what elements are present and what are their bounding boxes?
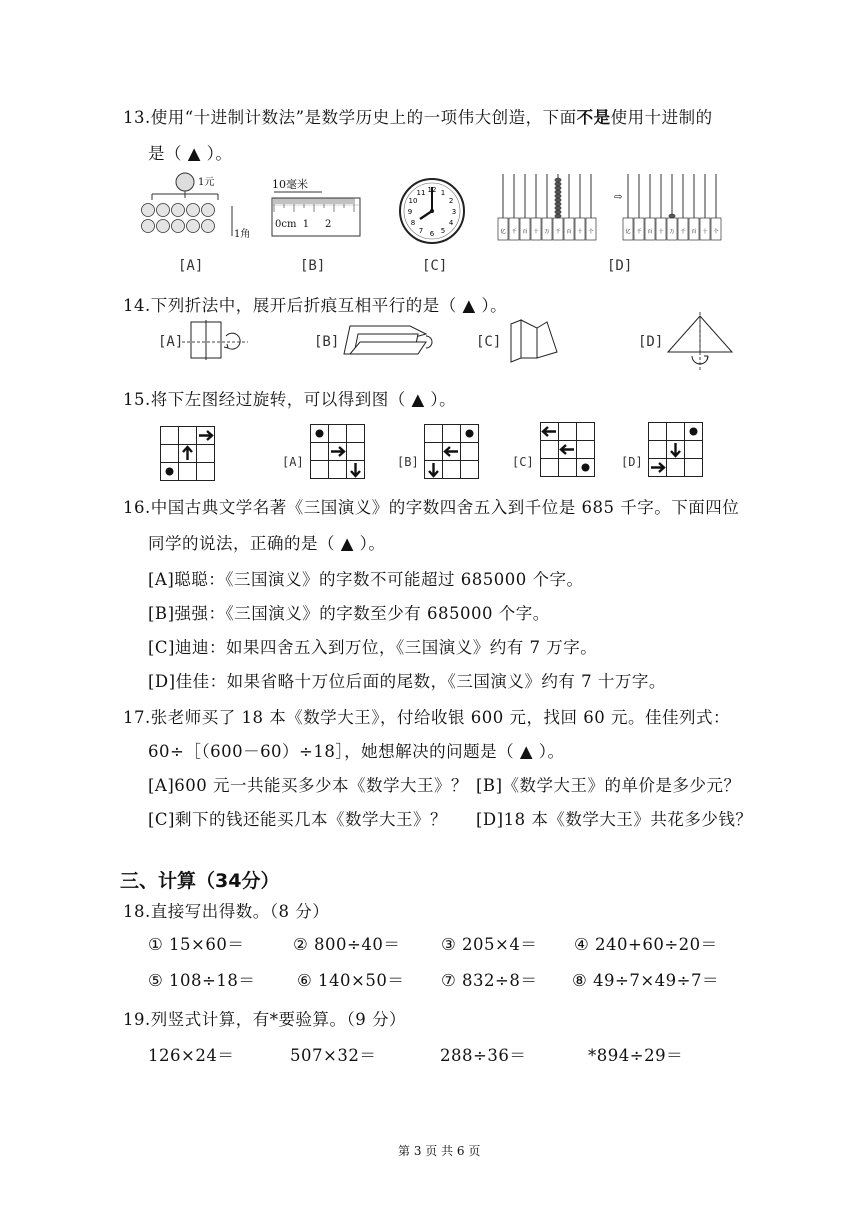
- q16-option-c[interactable]: [C]迪迪：如果四舍五入到万位，《三国演义》约有 7 万字。: [148, 638, 598, 657]
- q15-grid-b: [424, 424, 480, 480]
- q15-original-grid: [160, 426, 216, 482]
- coin-icon: [172, 204, 185, 217]
- q16-option-b[interactable]: [B]强强：《三国演义》的字数至少有 685000 个字。: [148, 604, 550, 623]
- q18-stem: 18.直接写出得数。（8 分）: [123, 902, 330, 921]
- section-3-title: 三、计算（34分）: [120, 870, 280, 892]
- svg-text:5: 5: [440, 227, 446, 236]
- q15-grid-d: [648, 422, 704, 478]
- svg-text:11: 11: [416, 188, 426, 197]
- svg-text:6: 6: [429, 230, 435, 238]
- svg-text:4: 4: [448, 219, 454, 227]
- svg-text:亿: 亿: [500, 229, 506, 235]
- q14-option-b[interactable]: [B]: [314, 334, 340, 350]
- svg-text:10: 10: [408, 197, 418, 205]
- q18-item-2: ② 800÷40＝: [293, 935, 401, 954]
- q14-option-c[interactable]: [C]: [476, 334, 502, 350]
- q13-option-b[interactable]: [B]: [300, 258, 326, 274]
- q17-stem-line1: 17.张老师买了 18 本《数学大王》，付给收银 600 元，找回 60 元。佳佳列式：: [123, 708, 730, 727]
- q16-stem-line2: 同学的说法，正确的是（ ▲ ）。: [148, 534, 386, 553]
- q16-option-a[interactable]: [A]聪聪：《三国演义》的字数不可能超过 685000 个字。: [148, 570, 584, 589]
- svg-text:万: 万: [669, 229, 675, 235]
- svg-text:千: 千: [636, 229, 642, 235]
- q15-option-a[interactable]: [A]: [282, 455, 304, 469]
- svg-text:十: 十: [702, 229, 708, 235]
- q19-item-1: 126×24＝: [148, 1046, 235, 1065]
- svg-text:1: 1: [440, 188, 446, 197]
- q13-figure-d-counting-rods: [498, 172, 746, 244]
- q15-stem: 15.将下左图经过旋转，可以得到图（ ▲ ）。: [123, 390, 457, 409]
- q13-text-a: 13.使用“十进制计数法”是数学历史上的一项伟大创造，下面: [123, 108, 577, 127]
- svg-text:十: 十: [658, 229, 664, 235]
- svg-text:7: 7: [418, 227, 424, 236]
- q13-emphasis: 不是: [576, 108, 611, 127]
- q18-item-7: ⑦ 832÷8＝: [441, 971, 538, 990]
- svg-text:⇨: ⇨: [614, 192, 623, 203]
- svg-text:十: 十: [533, 229, 539, 235]
- q13-option-c[interactable]: [C]: [422, 258, 448, 274]
- q17-option-a[interactable]: [A]600 元一共能买多少本《数学大王》？: [148, 776, 469, 795]
- coin-icon: [142, 204, 155, 217]
- coin-icon: [202, 220, 215, 233]
- svg-text:亿: 亿: [625, 229, 631, 235]
- svg-text:千: 千: [555, 229, 561, 235]
- q19-item-2: 507×32＝: [290, 1046, 377, 1065]
- q14-figure-b: [340, 320, 436, 360]
- svg-text:8: 8: [410, 219, 416, 227]
- q13-figure-c-clock: [398, 177, 466, 245]
- q18-item-6: ⑥ 140×50＝: [297, 971, 405, 990]
- q18-item-1: ① 15×60＝: [148, 935, 245, 954]
- q18-item-5: ⑤ 108÷18＝: [148, 971, 256, 990]
- q17-option-c[interactable]: [C]剩下的钱还能买几本《数学大王》？: [148, 810, 447, 829]
- svg-text:百: 百: [566, 229, 572, 235]
- q13-b-top-label: 10毫米: [272, 178, 308, 191]
- svg-text:2: 2: [448, 197, 454, 205]
- q16-stem-line1: 16.中国古典文学名著《三国演义》的字数四舍五入到千位是 685 千字。下面四位: [123, 498, 740, 517]
- svg-text:3: 3: [451, 208, 457, 216]
- q14-figure-c: [503, 318, 559, 362]
- q19-stem: 19.列竖式计算，有*要验算。（9 分）: [123, 1010, 406, 1029]
- q15-grid-c: [540, 422, 596, 478]
- svg-text:12: 12: [427, 186, 437, 194]
- q18-item-4: ④ 240+60÷20＝: [574, 935, 718, 954]
- svg-text:个: 个: [588, 229, 594, 235]
- coin-icon: [187, 204, 200, 217]
- svg-text:万: 万: [544, 229, 550, 235]
- svg-text:9: 9: [407, 208, 413, 216]
- svg-text:千: 千: [511, 229, 517, 235]
- q15-grid-a: [310, 424, 366, 480]
- q14-stem: 14.下列折法中，展开后折痕互相平行的是（ ▲ ）。: [123, 296, 508, 315]
- svg-text:十: 十: [577, 229, 583, 235]
- q17-option-d[interactable]: [D]18 本《数学大王》共花多少钱？: [476, 810, 753, 829]
- page-footer: 第 3 页 共 6 页: [398, 1144, 481, 1158]
- q13-figure-a-coins: [140, 170, 250, 242]
- q13-stem-line2: 是（ ▲ ）。: [148, 144, 233, 163]
- q18-item-8: ⑧ 49÷7×49÷7＝: [572, 971, 719, 990]
- q15-option-b[interactable]: [B]: [397, 455, 419, 469]
- q14-figure-a: [182, 318, 248, 362]
- q13-text-b: 使用十进制的: [610, 108, 713, 127]
- svg-text:千: 千: [680, 229, 686, 235]
- q13-stem-line1: [123, 104, 713, 128]
- q13-option-a[interactable]: [A]: [178, 258, 204, 274]
- svg-text:百: 百: [691, 229, 697, 235]
- q17-option-b[interactable]: [B]《数学大王》的单价是多少元？: [476, 776, 741, 795]
- q13-a-jiao-label: 1角: [234, 229, 251, 240]
- q14-figure-d: [666, 312, 736, 372]
- q13-b-scale-labels: 0cm 1 2: [275, 219, 332, 230]
- q18-item-3: ③ 205×4＝: [441, 935, 538, 954]
- q13-a-yuan-label: 1元: [198, 177, 215, 188]
- coin-icon: [157, 204, 170, 217]
- q13-option-d[interactable]: [D]: [607, 258, 633, 274]
- coin-icon: [202, 204, 215, 217]
- svg-text:百: 百: [647, 229, 653, 235]
- q14-option-d[interactable]: [D]: [638, 334, 664, 350]
- q15-option-c[interactable]: [C]: [512, 455, 534, 469]
- coin-icon: [187, 220, 200, 233]
- svg-text:个: 个: [713, 229, 719, 235]
- q14-option-a[interactable]: [A]: [158, 334, 184, 350]
- q19-item-4: *894÷29＝: [588, 1046, 684, 1065]
- coin-icon: [142, 220, 155, 233]
- svg-text:百: 百: [522, 229, 528, 235]
- q16-option-d[interactable]: [D]佳佳：如果省略十万位后面的尾数，《三国演义》约有 7 十万字。: [148, 672, 666, 691]
- q17-stem-line2: 60÷［（600－60）÷18］，她想解决的问题是（ ▲ ）。: [148, 742, 565, 761]
- coin-icon: [172, 220, 185, 233]
- q19-item-3: 288÷36＝: [440, 1046, 527, 1065]
- coin-icon: [157, 220, 170, 233]
- q13-figure-b-ruler: [270, 176, 365, 242]
- q15-option-d[interactable]: [D]: [621, 455, 643, 469]
